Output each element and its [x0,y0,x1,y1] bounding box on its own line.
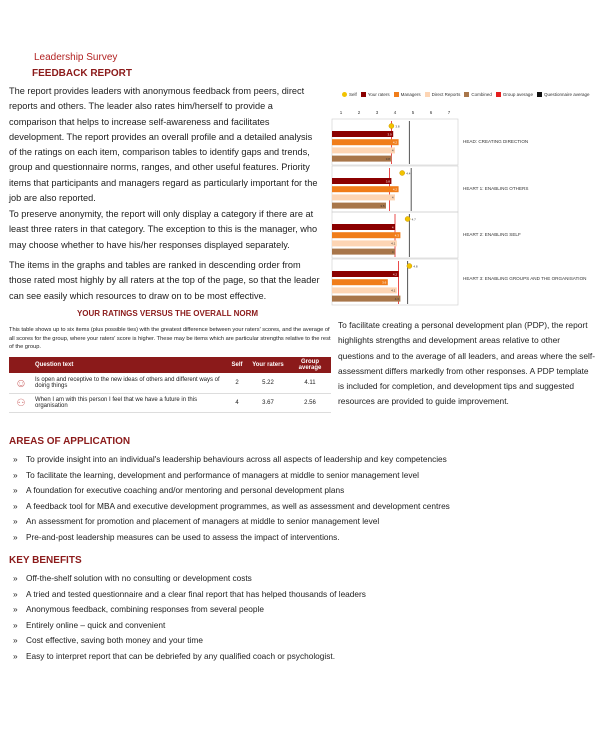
self-marker [389,124,394,129]
self-value: 4.4 [406,171,411,176]
bar-value: 4 [391,249,394,254]
col-group: Group average [289,357,331,373]
survey-label: Leadership Survey [34,52,118,63]
bar-managers [332,139,399,145]
intro-3: The items in the graphs and tables are ranked in descending order from those rated most highly by all raters at the top of the page, so that the leader can see easily which resources to draw on to be most effective. [9,260,320,301]
col-question: Question text [33,357,227,373]
bar-your-raters [332,271,399,277]
bar-value: 4 [391,148,394,153]
table-row: ☺ Is open and receptive to the new ideas of others and different ways of doing things 2 5.22 4.11 [9,373,331,394]
bar-value: 4.1 [391,288,396,293]
self-value: 4.7 [411,217,416,222]
areas-list [13,452,593,546]
areas-item: » A foundation for executive coaching and/or mentoring and personal development plans [13,483,593,499]
areas-item: » To provide insight into an individual's leadership behaviours across all aspects of leadership and key competencies [13,452,593,468]
benefits-item: » Anonymous feedback, combining responses from several people [13,602,593,618]
bar-value: 3.8 [385,156,390,161]
self-marker [407,264,412,269]
head-icon: ☺ [9,373,33,394]
legend-label: Managers [400,92,421,97]
areas-item: » To facilitate the learning, development and performance of managers at middle to senior management level [13,468,593,484]
bar-managers [332,186,399,192]
bar-value: 4.3 [394,233,399,238]
tick-label: 2 [357,110,361,115]
category-label: HEART 2: ENABLING SELF [463,232,521,237]
bar-value: 4 [391,225,394,230]
bar-direct-reports [332,240,397,246]
tick-label: 1 [339,110,343,115]
col-raters: Your raters [247,357,289,373]
self-value: 3.8 [395,124,400,129]
bar-managers [332,279,388,285]
benefits-item: » Cost effective, saving both money and your time [13,633,593,649]
areas-item: » An assessment for promotion and placement of managers at middle to senior management level [13,514,593,530]
report-title: FEEDBACK REPORT [32,68,133,79]
legend-label: Questionnaire average [543,92,590,97]
bar-direct-reports [332,287,397,293]
bar-value: 4.2 [392,272,398,277]
legend-label: Direct Reports [431,92,461,97]
intro-2: To preserve anonymity, the report will only display a category if there are at least three raters in that category. The exception to this is the manager, who may choose whether to have his/her responses displayed separately. [9,209,318,250]
benefits-item: » Off-the-shelf solution with no consulting or development costs [13,571,593,587]
benefits-item: » A tried and tested questionnaire and a clear final report that has helped thousands of leaders [13,587,593,603]
areas-item: » Pre-and-post leadership measures can be used to assess the impact of interventions. [13,530,593,546]
bar-value: 4.2 [392,187,398,192]
col-self: Self [227,357,247,373]
bar-value: 3.5 [380,203,385,208]
bar-combined [332,296,400,302]
tick-label: 6 [429,110,433,115]
bar-combined [332,156,391,162]
self-marker [405,217,410,222]
bar-value: 3.6 [382,280,387,285]
norm-desc: This table shows up to six items (plus possible ties) with the greatest difference between your raters' scores, and the average of all scores for the group, where your raters' score is higher. These may be items which are particular strengths relative to the rest of the group. [9,327,331,350]
bar-value: 4.1 [391,241,396,246]
bar-managers [332,232,400,238]
bar-value: 4.2 [392,140,398,145]
bar-combined [332,203,386,209]
benefits-item: » Entirely online – quick and convenient [13,618,593,634]
tick-label: 7 [447,110,451,115]
benefits-title: KEY BENEFITS [9,555,82,566]
people-icon: ⚇ [9,394,33,413]
self-marker [400,171,405,176]
bar-value: 3.9 [387,132,392,137]
table-row: ⚇ When I am with this person I feel that we have a future in this organisation 4 3.67 2.56 [9,394,331,413]
pdp-text: To facilitate creating a personal development plan (PDP), the report highlights strengths and development areas relative to other questions and to the average of all leaders, and areas where the self-assessment differs markedly from other responses. A PDP template is included for completion, and development tips and suggested resources are provided to guide improvement. [338,320,595,407]
intro-1: The report provides leaders with anonymous feedback from peers, direct reports and others. The leader also rates him/herself to provide a comparison that helps to increase self-awareness and facilitates development. The report provides an overall profile and a detailed analysis of the ratings on each item, comparison tables to identify gaps and trends, group and questionnaire norms, ranges, and other useful features. Priority items that participants and managers regard as particularly important for the job are also reported. [9,86,318,204]
ratings-chart [0,0,600,320]
bar-value: 3.8 [385,179,390,184]
legend-label: Group average [502,92,533,97]
bar-value: 4.3 [394,296,399,301]
areas-item: » A feedback tool for MBA and executive development programmes, as well as assessment and development centres [13,499,593,515]
bar-combined [332,249,395,255]
bar-direct-reports [332,147,395,153]
legend-label: Self [349,92,357,97]
category-label: HEART 1: ENABLING OTHERS [463,186,529,191]
self-value: 4.8 [413,264,418,269]
category-label: HEART 3: ENABLING GROUPS AND THE ORGANISATION [463,276,587,281]
norm-title: YOUR RATINGS VERSUS THE OVERALL NORM [76,309,259,318]
benefits-list [13,571,593,665]
bar-direct-reports [332,194,395,200]
legend-label: Your raters [367,92,390,97]
benefits-item: » Easy to interpret report that can be debriefed by any qualified coach or psychologist. [13,649,593,665]
category-label: HEAD: CREATING DIRECTION [463,139,529,144]
bar-your-raters [332,131,393,137]
bar-your-raters [332,224,395,230]
norm-table [9,357,331,413]
bar-value: 4 [391,195,394,200]
legend-label: Combined [471,92,492,97]
tick-label: 3 [375,110,379,115]
tick-label: 4 [393,110,397,115]
bar-your-raters [332,178,391,184]
areas-title: AREAS OF APPLICATION [9,436,131,447]
tick-label: 5 [411,110,415,115]
